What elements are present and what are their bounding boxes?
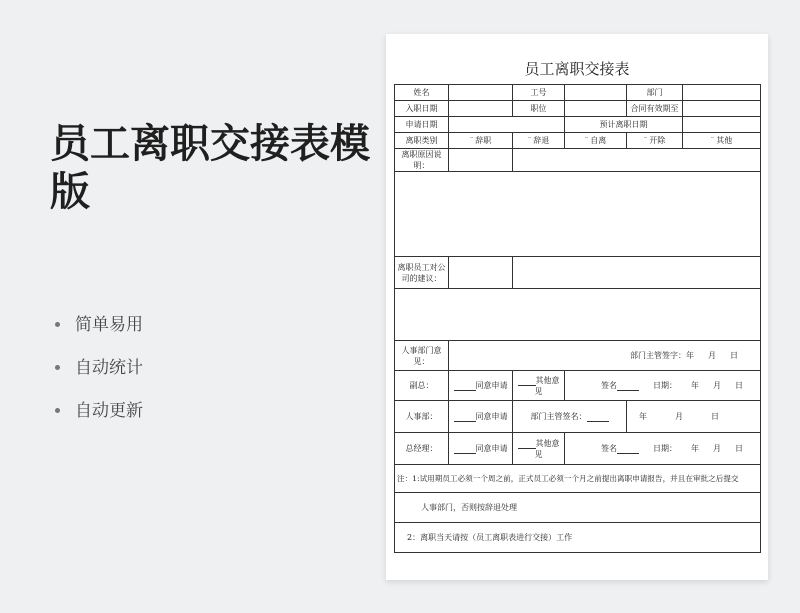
form-row [395,172,761,257]
position-label: 职位 [513,101,565,117]
feature-label: 自动更新 [75,401,143,421]
leave-reason-label: 离职原因说明： [395,149,449,172]
form-row [395,523,761,553]
position-value[interactable] [565,101,627,117]
checkbox-icon: ¨ [584,137,589,145]
gm-signature[interactable]: 签名 日期： 年 月 日 [565,433,761,465]
gm-other[interactable]: 其他意见 [513,433,565,465]
form-row [395,493,761,523]
suggestion-label: 离职员工对公司的建议： [395,257,449,289]
option-other[interactable]: ¨ 其他 [683,133,761,149]
form-row [395,289,761,341]
vp-other[interactable]: 其他意见 [513,371,565,401]
handover-form-table [394,84,761,553]
hr-supervisor-sign[interactable]: 部门主管签名： [513,401,627,433]
feature-item [55,398,143,441]
form-row [395,257,761,289]
join-date-label: 入职日期 [395,101,449,117]
department-label: 部门 [627,85,683,101]
suggestion-cell[interactable] [449,257,513,289]
form-row [395,341,761,371]
bullet-icon [55,408,60,413]
checkbox-icon: ¨ [710,137,715,145]
feature-list [55,312,143,441]
gm-agree[interactable]: 同意申请 [449,433,513,465]
bullet-icon [55,365,60,370]
suggestion-value[interactable] [513,257,761,289]
form-document [386,34,768,580]
expected-leave-label: 预计离职日期 [565,117,683,133]
option-resign[interactable]: ¨ 辞职 [449,133,513,149]
vp-label: 副总： [395,371,449,401]
option-dismissed[interactable]: ¨ 辞退 [513,133,565,149]
contract-end-label: 合同有效期至 [627,101,683,117]
leave-reason-value[interactable] [513,149,761,172]
option-expelled[interactable]: ¨ 开除 [627,133,683,149]
form-row [395,149,761,172]
contract-end-value[interactable] [683,101,761,117]
checkbox-icon: ¨ [469,137,474,145]
page-title: 员工离职交接表模版 [50,121,370,215]
gm-label: 总经理： [395,433,449,465]
bullet-icon [55,322,60,327]
suggestion-area[interactable] [395,289,761,341]
hr-agree[interactable]: 同意申请 [449,401,513,433]
form-row [395,371,761,401]
note-2: 2：离职当天请按（员工离职表进行交接）工作 [395,523,761,553]
name-label: 姓名 [395,85,449,101]
checkbox-icon: ¨ [527,137,532,145]
form-row [395,101,761,117]
vp-signature[interactable]: 签名 日期： 年 月 日 [565,371,761,401]
note-1-continued: 人事部门，否则按辞退处理 [395,493,761,523]
leave-reason-cell[interactable] [449,149,513,172]
form-row [395,133,761,149]
vp-agree[interactable]: 同意申请 [449,371,513,401]
hr-opinion-label: 人事部门意见： [395,341,449,371]
feature-item [55,355,143,398]
note-1: 注：1:试用期员工必须一个周之前，正式员工必须一个月之前提出离职申请报告，并且在审批之后提交 [395,465,761,493]
form-row [395,433,761,465]
left-panel [0,0,380,613]
form-row [395,117,761,133]
apply-date-label: 申请日期 [395,117,449,133]
form-row [395,401,761,433]
form-row [395,465,761,493]
hr-opinion-value[interactable]: 部门主管签字：年 月 日 [449,341,761,371]
feature-label: 简单易用 [75,315,143,335]
checkbox-icon: ¨ [643,137,648,145]
leave-reason-area[interactable] [395,172,761,257]
employee-id-value[interactable] [565,85,627,101]
feature-item [55,312,143,355]
expected-leave-value[interactable] [683,117,761,133]
hr-date[interactable]: 年 月 日 [627,401,761,433]
document-title: 员工离职交接表 [524,60,630,78]
leave-category-label: 离职类别 [395,133,449,149]
form-row [395,85,761,101]
join-date-value[interactable] [449,101,513,117]
department-value[interactable] [683,85,761,101]
apply-date-value[interactable] [449,117,565,133]
employee-id-label: 工号 [513,85,565,101]
feature-label: 自动统计 [75,358,143,378]
name-value[interactable] [449,85,513,101]
hr-dept-label: 人事部： [395,401,449,433]
option-self-leave[interactable]: ¨ 自离 [565,133,627,149]
